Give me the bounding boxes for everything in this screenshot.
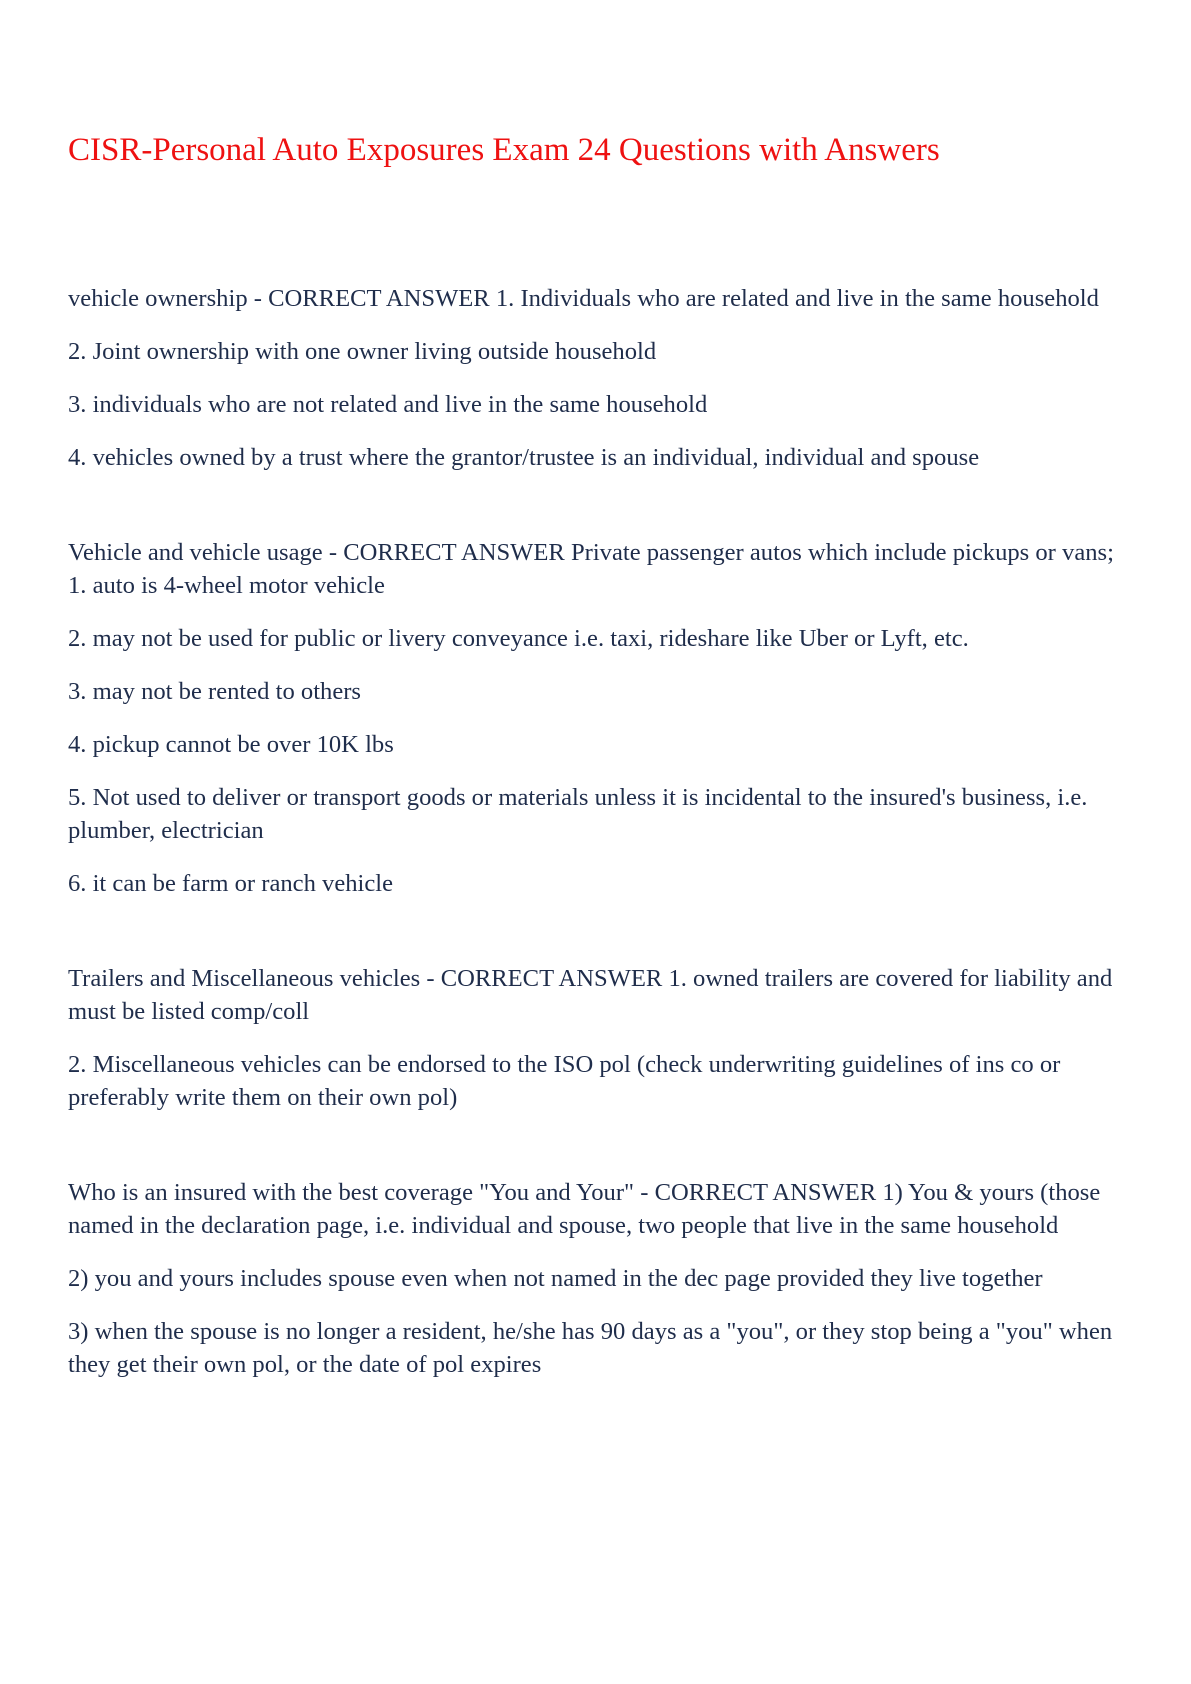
- qa-paragraph: Who is an insured with the best coverage "You and Your" - CORRECT ANSWER 1) You & yours (those named in the declaration page, i.e. individual and spouse, two people that live in the same household: [68, 1179, 1101, 1239]
- qa-paragraph: 2) you and yours includes spouse even when not named in the dec page provided they live together: [68, 1265, 1043, 1292]
- qa-paragraph: 2. Miscellaneous vehicles can be endorsed to the ISO pol (check underwriting guidelines of ins co or preferably write them on their own pol): [68, 1051, 1061, 1111]
- qa-list: [68, 282, 1130, 1443]
- qa-paragraph: 2. Joint ownership with one owner living outside household: [68, 338, 657, 365]
- qa-paragraph: 3. individuals who are not related and live in the same household: [68, 391, 708, 418]
- qa-paragraph: 2. may not be used for public or livery conveyance i.e. taxi, rideshare like Uber or Lyft, etc.: [68, 625, 969, 652]
- qa-paragraph: Trailers and Miscellaneous vehicles - CORRECT ANSWER 1. owned trailers are covered for liability and must be listed comp/coll: [68, 965, 1113, 1025]
- qa-paragraph: 4. vehicles owned by a trust where the grantor/trustee is an individual, individual and spouse: [68, 444, 980, 471]
- qa-item-vehicle-ownership: [68, 282, 1130, 474]
- qa-item-vehicle-usage: [68, 536, 1130, 900]
- qa-paragraph: 3) when the spouse is no longer a resident, he/she has 90 days as a "you", or they stop being a "you" when they get their own pol, or the date of pol expires: [68, 1318, 1113, 1378]
- document-title: CISR-Personal Auto Exposures Exam 24 Questions with Answers: [68, 132, 940, 168]
- qa-paragraph: 4. pickup cannot be over 10K lbs: [68, 731, 394, 758]
- qa-paragraph: vehicle ownership - CORRECT ANSWER 1. Individuals who are related and live in the same household: [68, 285, 1099, 312]
- qa-paragraph: 6. it can be farm or ranch vehicle: [68, 870, 394, 897]
- qa-paragraph: Vehicle and vehicle usage - CORRECT ANSWER Private passenger autos which include pickups or vans; 1. auto is 4-wheel motor vehicle: [68, 539, 1114, 599]
- qa-item-who-is-insured: [68, 1176, 1130, 1381]
- qa-paragraph: 5. Not used to deliver or transport goods or materials unless it is incidental to the insured's business, i.e. plumber, electrician: [68, 784, 1088, 844]
- qa-item-trailers: [68, 962, 1130, 1114]
- qa-paragraph: 3. may not be rented to others: [68, 678, 361, 705]
